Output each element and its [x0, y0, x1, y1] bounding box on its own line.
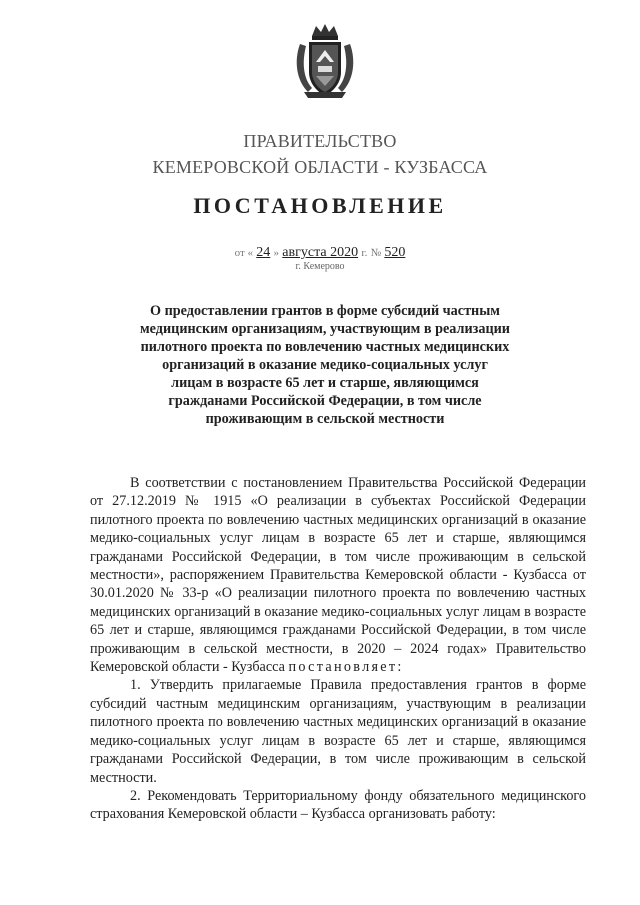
date-close-quote: » [273, 247, 280, 259]
document-number: 520 [384, 245, 406, 260]
date-number-line [0, 244, 640, 261]
resolves-word: постановляет: [288, 659, 404, 676]
city-label: г. Кемерово [295, 261, 345, 272]
document-title: О предоставлении грантов в форме субсидий частным медицинским организациям, участвующим в реализации пилотного проекта по вовлечению частных медицинских организаций в оказание медико-социальных услуг лицам в возрасте 65 лет и старше, являющимся гражданами Российской Федерации, в том числе проживающим в сельской местности [140, 303, 510, 427]
preamble-text: В соответствии с постановлением Правительства Российской Федерации от 27.12.2019 № 1915 «О реализации в субъектах Российской Федерации пилотного проекта по вовлечению частных медицинских организаций в оказание медико-социальных услуг лицам в возрасте 65 лет и старше, являющимся гражданами Российской Федерации, в том числе проживающим в сельской местности», распоряжением Правительства Кемеровской области - Кузбасса от 30.01.2020 № 33-р «О реализации пилотного проекта по вовлечению частных медицинских организаций в оказание медико-социальных услуг лицам в возрасте 65 лет и старше, являющимся гражданами Российской Федерации, в том числе проживающим в сельской местности, в 2020 – 2024 годах» Правительство Кемеровской области - Кузбасса [90, 475, 586, 676]
coat-of-arms-emblem [294, 22, 356, 102]
date-prefix: от « [234, 247, 254, 259]
government-name-line2: КЕМЕРОВСКОЙ ОБЛАСТИ - КУЗБАССА [152, 157, 488, 177]
government-name-line1: ПРАВИТЕЛЬСТВО [243, 131, 397, 151]
date-year-suffix: г. [361, 247, 368, 259]
number-label: № [370, 247, 382, 259]
body-paragraph-item-2: 2. Рекомендовать Территориальному фонду обязательного медицинского страхования Кемеровской области – Кузбасса организовать работу: [90, 787, 586, 823]
date-day: 24 [256, 245, 271, 260]
document-type-heading: ПОСТАНОВЛЕНИЕ [193, 193, 447, 218]
body-paragraph-preamble [90, 474, 586, 676]
date-month-year: августа 2020 [282, 245, 359, 260]
document-body [90, 474, 586, 824]
body-paragraph-item-1: 1. Утвердить прилагаемые Правила предоставления грантов в форме субсидий частным медицинским организациям, участвующим в реализации пилотного проекта по вовлечению частных медицинских организаций в оказание медико-социальных услуг лицам в возрасте 65 лет и старше, являющимся гражданами Российской Федерации, в том числе проживающим в сельской местности. [90, 677, 586, 786]
